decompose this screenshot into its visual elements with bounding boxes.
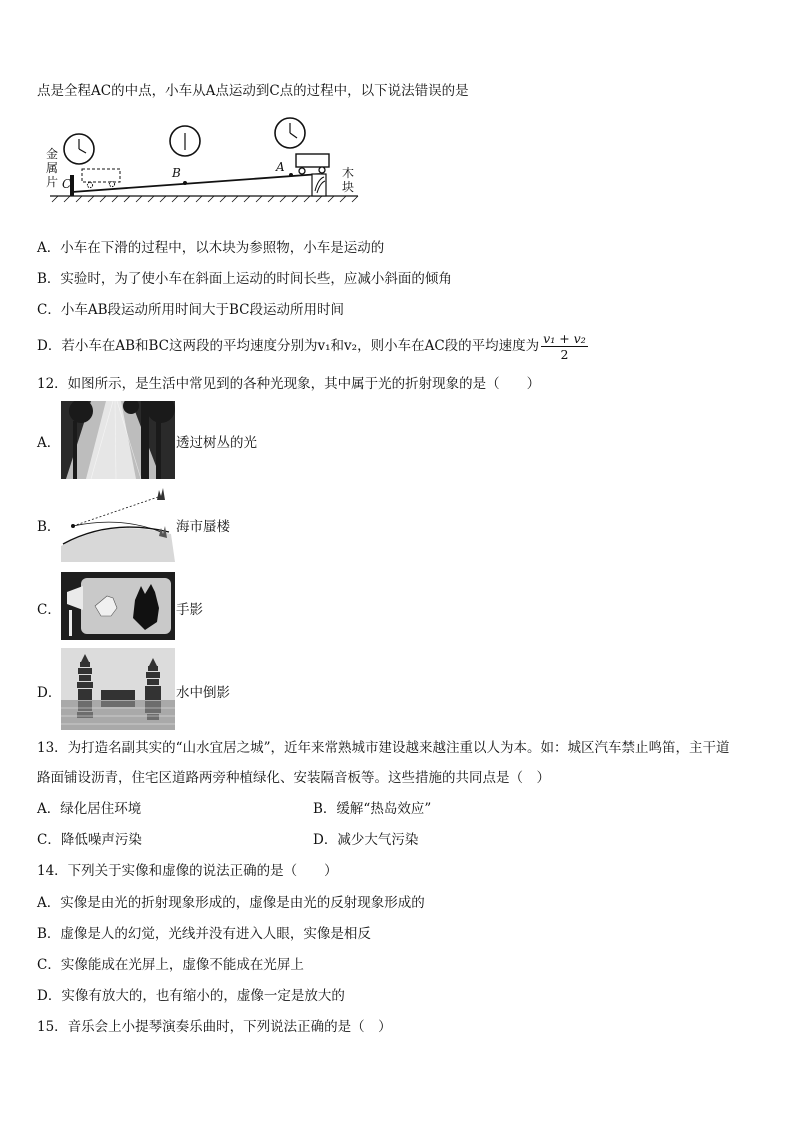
label-kuai: 块 xyxy=(342,180,355,194)
label-b: B xyxy=(172,166,181,180)
formula-numerator: v₁ + v₂ xyxy=(543,331,586,346)
label-a: A xyxy=(276,160,285,174)
q12-option-d-letter: D． xyxy=(37,685,62,701)
q13-option-c: C．降低噪声污染 xyxy=(37,832,142,848)
q11-option-d-text: D．若小车在AB和BC这两段的平均速度分别为v₁和v₂，则小车在AC段的平均速度为 xyxy=(37,338,540,354)
question-14-stem: 14．下列关于实像和虚像的说法正确的是（ ） xyxy=(37,863,338,879)
question-13-stem-line-1: 13．为打造名副其实的“山水宜居之城”，近年来常熟城市建设越来越注重以人为本。如：城区汽车禁止鸣笛，主干道 xyxy=(37,740,730,756)
q11-option-b: B．实验时，为了使小车在斜面上运动的时间长些，应减小斜面的倾角 xyxy=(37,271,452,287)
q14-option-c: C．实像能成在光屏上，虚像不能成在光屏上 xyxy=(37,957,304,973)
q12-option-d-caption: 水中倒影 xyxy=(176,685,230,701)
q13-option-b: B．缓解“热岛效应” xyxy=(313,801,432,817)
q13-options-row-2 xyxy=(37,831,419,849)
q12-option-c xyxy=(37,572,277,640)
label-shu: 属 xyxy=(46,161,59,175)
light-through-trees-image xyxy=(61,401,175,479)
q12-option-a xyxy=(37,401,277,479)
q13-option-a: A．绿化居住环境 xyxy=(37,801,142,817)
formula-denominator: 2 xyxy=(560,347,569,362)
label-pian: 片 xyxy=(46,175,59,189)
q11-option-d xyxy=(37,330,588,362)
label-c: C xyxy=(62,177,72,191)
average-velocity-formula xyxy=(541,331,588,362)
q12-option-b-letter: B． xyxy=(37,519,61,535)
question-12-stem: 12．如图所示，是生活中常见到的各种光现象，其中属于光的折射现象的是（ ） xyxy=(37,376,541,392)
question-13-stem-line-2: 路面铺设沥青，住宅区道路两旁种植绿化、安装隔音板等。这些措施的共同点是（ ） xyxy=(37,770,550,786)
q12-option-b-caption: 海市蜃楼 xyxy=(176,519,230,535)
clock-icon xyxy=(275,118,305,148)
q14-option-d: D．实像有放大的，也有缩小的，虚像一定是放大的 xyxy=(37,988,345,1004)
mirage-diagram-image xyxy=(61,486,175,562)
question-15-stem: 15．音乐会上小提琴演奏乐曲时，下列说法正确的是（ ） xyxy=(37,1019,392,1035)
q12-option-c-caption: 手影 xyxy=(176,602,203,618)
hand-shadow-image xyxy=(61,572,175,640)
q13-options-row-1 xyxy=(37,800,432,818)
label-mu: 木 xyxy=(342,166,355,180)
q13-option-d: D．减少大气污染 xyxy=(313,832,419,848)
q12-option-a-caption: 透过树丛的光 xyxy=(176,435,257,451)
clock-icon xyxy=(64,134,94,164)
q12-option-c-letter: C． xyxy=(37,602,61,618)
q12-option-a-letter: A． xyxy=(37,435,61,451)
clock-icon xyxy=(170,126,200,156)
question-11-stem-continuation: 点是全程AC的中点，小车从A点运动到C点的过程中，以下说法错误的是 xyxy=(37,83,469,99)
q12-option-d xyxy=(37,648,277,730)
label-jin: 金 xyxy=(46,147,59,161)
q14-option-b: B．虚像是人的幻觉，光线并没有进入人眼，实像是相反 xyxy=(37,926,371,942)
q12-option-b xyxy=(37,486,277,562)
incline-experiment-figure xyxy=(44,113,364,203)
q14-option-a: A．实像是由光的折射现象形成的，虚像是由光的反射现象形成的 xyxy=(37,895,425,911)
q11-option-c: C．小车AB段运动所用时间大于BC段运动所用时间 xyxy=(37,302,344,318)
pagoda-reflection-image xyxy=(61,648,175,730)
q11-option-a: A．小车在下滑的过程中，以木块为参照物，小车是运动的 xyxy=(37,240,385,256)
